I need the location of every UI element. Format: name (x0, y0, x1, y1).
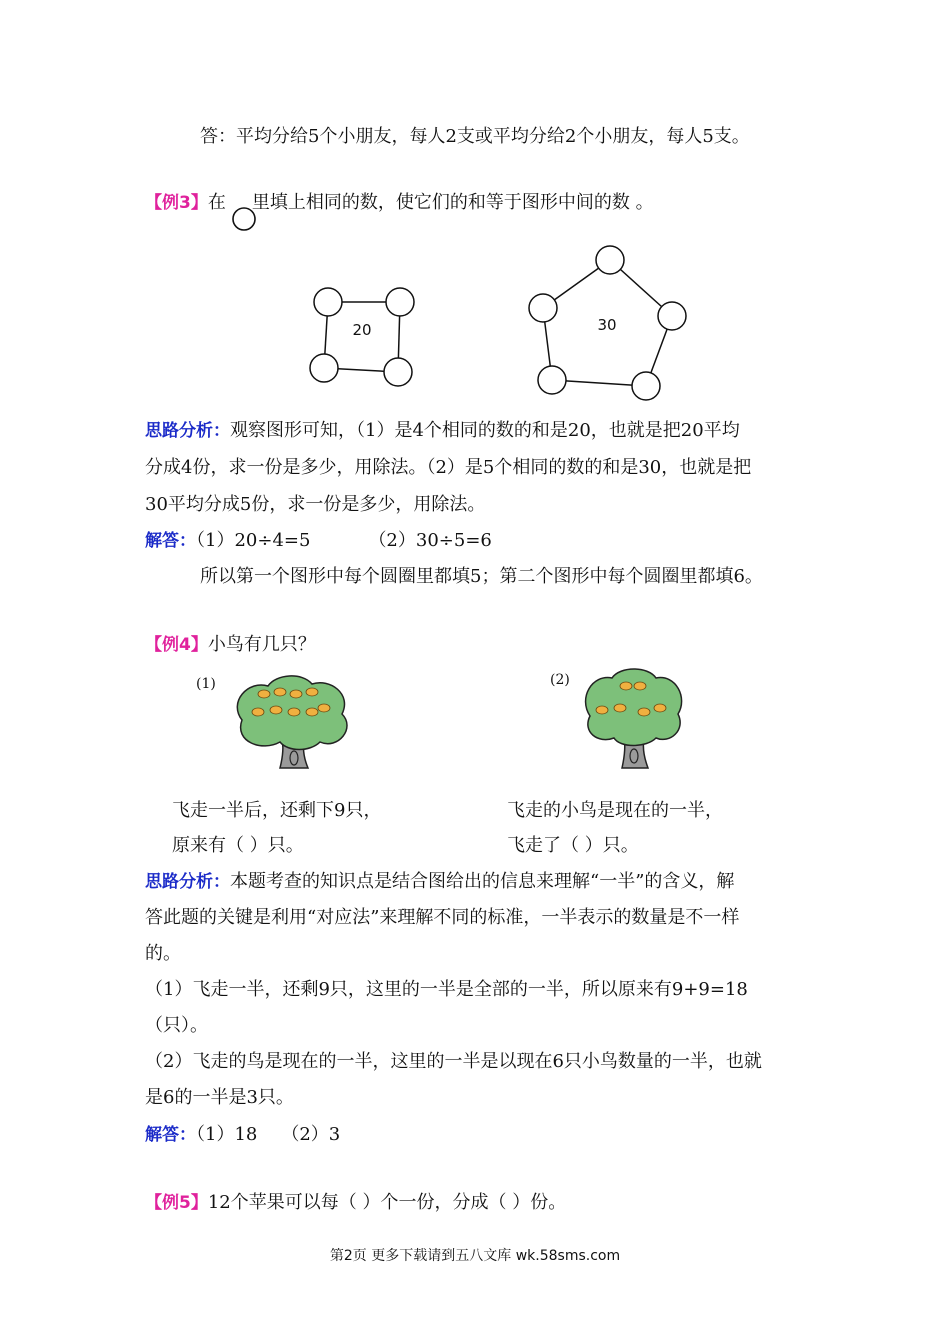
bird-icon (288, 708, 300, 716)
example-5-question (145, 1190, 566, 1216)
figure-1-caption-line-1: 飞走一半后，还剩下9只， (172, 800, 382, 821)
pentagon-circle (596, 246, 624, 274)
square-circle (386, 288, 414, 316)
example-3-before: 在 (207, 192, 226, 213)
figure-2-caption-line-1: 飞走的小鸟是现在的一半， (507, 800, 723, 821)
square-center-number: 20 (352, 321, 372, 339)
answer-label: 解答： (145, 1125, 196, 1145)
pentagon-circle (538, 366, 566, 394)
answer-part-1: （1）20÷4=5 (196, 530, 311, 551)
example-3-after: 里填上相同的数，使它们的和等于图形中间的数 。 (251, 192, 654, 213)
example-4-answer (145, 1122, 340, 1148)
example-5-tag: 【例5】 (145, 1193, 208, 1213)
example-4-part-1-line-2: （只）。 (145, 1015, 208, 1036)
bird-icon (620, 682, 632, 690)
example-4-part-2-line-2: 是6的一半是3只。 (145, 1087, 294, 1108)
example-5-text: 12个苹果可以每（ ）个一份，分成（ ）份。 (207, 1192, 567, 1213)
page-footer: 第2页 更多下载请到五八文库 wk.58sms.com (329, 1248, 621, 1264)
example-3-tag: 【例3】 (145, 193, 208, 213)
example-4-text: 小鸟有几只？ (207, 634, 316, 655)
intro-answer: 答：平均分给5个小朋友，每人2支或平均分给2个小朋友，每人5支。 (200, 126, 750, 147)
answer-label: 解答： (145, 531, 196, 551)
example-4-analysis-line-1 (145, 869, 734, 895)
example-4-analysis-line-2: 答此题的关键是利用“对应法”来理解不同的标准，一半表示的数量是不一样 (145, 907, 740, 928)
example-4-question (145, 632, 316, 658)
bird-icon (614, 704, 626, 712)
square-circle (314, 288, 342, 316)
example-3-answer (145, 528, 492, 554)
bird-icon (306, 708, 318, 716)
tree-with-birds-2 (580, 664, 690, 776)
square-circle (310, 354, 338, 382)
pentagon-figure (520, 236, 700, 408)
pentagon-circle (529, 294, 557, 322)
square-circle (384, 358, 412, 386)
analysis-label: 思路分析： (145, 872, 230, 892)
analysis-text: 本题考查的知识点是结合图给出的信息来理解“一半”的含义，解 (230, 871, 735, 892)
example-4-part-1-line-1: （1）飞走一半，还剩9只，这里的一半是全部的一半，所以原来有9+9=18 (145, 979, 748, 1000)
figure-2-caption-line-2: 飞走了（ ）只。 (507, 835, 639, 856)
example-3-analysis-line-1 (145, 418, 740, 444)
square-figure (300, 278, 430, 390)
bird-icon (270, 706, 282, 714)
bird-icon (258, 690, 270, 698)
bird-icon (252, 708, 264, 716)
example-3-answer-line-2: 所以第一个图形中每个圆圈里都填5；第二个图形中每个圆圈里都填6。 (200, 566, 763, 587)
bird-icon (654, 704, 666, 712)
bird-icon (306, 688, 318, 696)
circle-icon (231, 206, 257, 232)
answer-part-2: （2）3 (281, 1124, 341, 1145)
analysis-text: 观察图形可知，（1）是4个相同的数的和是20，也就是把20平均 (230, 420, 740, 441)
pentagon-circle (632, 372, 660, 400)
example-3-analysis-line-2: 分成4份，求一份是多少，用除法。（2）是5个相同的数的和是30，也就是把 (145, 457, 752, 478)
bird-icon (274, 688, 286, 696)
figure-1-label: (1) (196, 676, 216, 692)
analysis-label: 思路分析： (145, 421, 230, 441)
answer-part-1: （1）18 (196, 1124, 258, 1145)
tree-with-birds-1 (228, 672, 358, 776)
example-4-part-2-line-1: （2）飞走的鸟是现在的一半，这里的一半是以现在6只小鸟数量的一半，也就 (145, 1051, 762, 1072)
example-3-analysis-line-3: 30平均分成5份，求一份是多少，用除法。 (145, 494, 486, 515)
bird-icon (638, 708, 650, 716)
figure-2-label: (2) (550, 672, 570, 688)
pentagon-circle (658, 302, 686, 330)
figure-1-caption-line-2: 原来有（ ）只。 (172, 835, 304, 856)
pentagon-center-number: 30 (597, 316, 617, 334)
example-3-question (145, 190, 654, 216)
answer-part-2: （2）30÷5=6 (368, 530, 492, 551)
example-4-analysis-line-3: 的。 (145, 943, 181, 964)
bird-icon (318, 704, 330, 712)
bird-icon (596, 706, 608, 714)
bird-icon (634, 682, 646, 690)
bird-icon (290, 690, 302, 698)
example-4-tag: 【例4】 (145, 635, 208, 655)
